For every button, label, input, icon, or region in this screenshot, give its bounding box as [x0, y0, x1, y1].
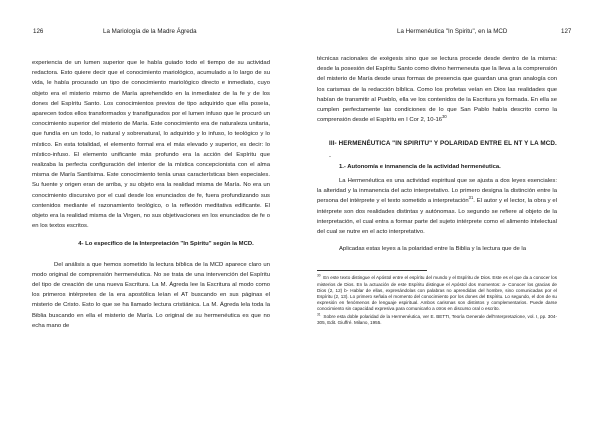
right-page: [300, 0, 600, 423]
left-page-header: [0, 27, 300, 37]
paragraph: técnicas racionales de exégesis sino que se lectura procede desde dentro de la misma: desde la posesión del Espíritu Santo como divino hermeneuta que la lleva a la comprensión del misterio de María desde unas formas de presencia que guardan una gran analogía con los carismas de la redacción bíblica. Como los profetas veían en Dios las realidades que habían de transmitir al Pueblo, ella ve los contenidos de la Escritura ya formada. En ella se cumplen perfectamente las condiciones de lo que San Pablo había descrito como la comprensión desde el Espíritu en I Cor 2, $10-16^{30}$: [317, 56, 557, 124]
dash-marker: -: [329, 153, 331, 160]
page-number-left: 126: [33, 28, 44, 35]
left-page-body: [32, 58, 270, 331]
right-page-header: [300, 27, 600, 37]
paragraph: experiencia de un lumen superior que le había guiado todo el tiempo de su actividad redactora. Esto quiere decir que el conocimiento mariológico, acumulado a lo largo de su vida, le había procurado un tipo de conocimiento mariológico directo e inmediato, cuyo objeto era el misterio mismo de María aprehendido en la inmediatez de la fe y de los dones del Espíritu Santo. Los conocimientos previos de tipo adquirido que ella poseía, aparecen todos ellos transformados y transfigurados por el lumen infuso que le procuró un conocimiento superior del misterio de María. Este conocimiento era de naturaleza unitaria, que fundía en un todo, lo natural y sobrenatural, lo adquirido y lo infuso, lo teológico y lo místico. En esta totalidad, el elemento formal era el más elevado y superior, es decir: lo místico-infuso. El elemento unificante más profundo era la acción del Espíritu que realizaba la perfecta configuración del interior de la mística concepcionista con el alma misma de María Santísima. Este conocimiento tenía unas características bien especiales. Su fuente y origen eran de arriba, y su objeto era la realidad misma de María. No era un conocimiento discursivo por el cual desde los enunciados de fe, fuera profundizando sus contenidos mediante el razonamiento teológico, o la reflexión meditativa edificante. El objeto era la realidad misma de la Virgen, no sus objetivaciones en los enunciados de fe o en los textos escritos.: [32, 60, 270, 230]
running-title-right: La Hermenéutica "In Spiritu", en la MCD: [397, 28, 508, 35]
right-page-body: [317, 54, 557, 326]
footnote-divider: [317, 270, 427, 271]
footnote: $^{30}$ En este texto distingue el Apóstol entre el espíritu del mundo y el Espíritu de Dios. Este es el que da a conocer los misterios de Dios. En la actuación de este Espíritu distingue el Apóstol dos momentos: a- Conocer los gracias de Dios (2, 12) b- Hablar de ellas, expresándolas con palabras no aprendidas del hombre, sino comunicadas por el Espíritu (2, 13). Lo primero señala el momento del conocimiento por los dones del Espíritu. Lo segundo, el don de su expresión en fenómenos de lenguaje espiritual. Ambos carismas son distintos y complementarios. Puede darse conocimiento sin capacidad expresiva para comunicarlo a otros en discurso oral o escrito.: [317, 273, 557, 312]
footnote-ref[interactable]: 31: [468, 195, 474, 201]
paragraph: Del análisis a que hemos sometido la lectura bíblica de la MCD aparece claro un modo original de comprensión hermenéutica. No se trata de una intervención del Espíritu del tipo de creación de una nueva Escritura. La M. Ágreda lee la Escritura al modo como los primeros intérpretes de la era apostólica leían el AT buscando en sus páginas el misterio de Cristo. Esto lo que se ha llamado lectura cristiánica. La M. Ágreda lela toda la Biblia buscando en ella el misterio de María. Lo original de su hermenéutica es que no echa mano de: [32, 261, 270, 329]
footnote: $^{31}$ Sobre esta doble polaridad de la Hermenéutica, ver E. BETTI, Teoría Generale dell'Interpretazione, vol. I, pp. 304-305, Edit. Giuffré. Milano, 1955.: [317, 312, 557, 325]
running-title-left: La Mariología de la Madre Ágreda: [103, 28, 197, 35]
section-heading: 4- Lo específico de la Interpretación "In Spiritu" según la MCD.: [78, 241, 254, 248]
subsection-heading: 1.- Autonomía e inmanencia de la actividad hermenéutica.: [339, 163, 501, 170]
paragraph: Aplicadas estas leyes a la polaridad entre la Biblia y la lectura que de la: [339, 246, 526, 253]
footnote-ref[interactable]: 30: [442, 114, 447, 120]
paragraph: La Hermenéutica es una actividad espiritual que se ajusta a dos leyes esenciales: la alteridad y la inmanencia del acto interpretativo. Lo primero designa la distinción entre la persona del intérprete y el texto sometido a interpretación$^{31}$. El autor y el lector, la obra y el intérprete son dos realidades distintas y autónomas. Lo segundo se refiere al objeto de la interpretación, el cual entra a formar parte del sujeto intérprete como el alimento intelectual del cual se nutre en el acto interpretativo.: [317, 178, 557, 236]
chapter-heading: III- HERMENÉUTICA "IN SPIRITU" Y POLARIDAD ENTRE EL NT Y LA MCD.: [329, 140, 557, 148]
page-number-right: 127: [561, 28, 572, 35]
